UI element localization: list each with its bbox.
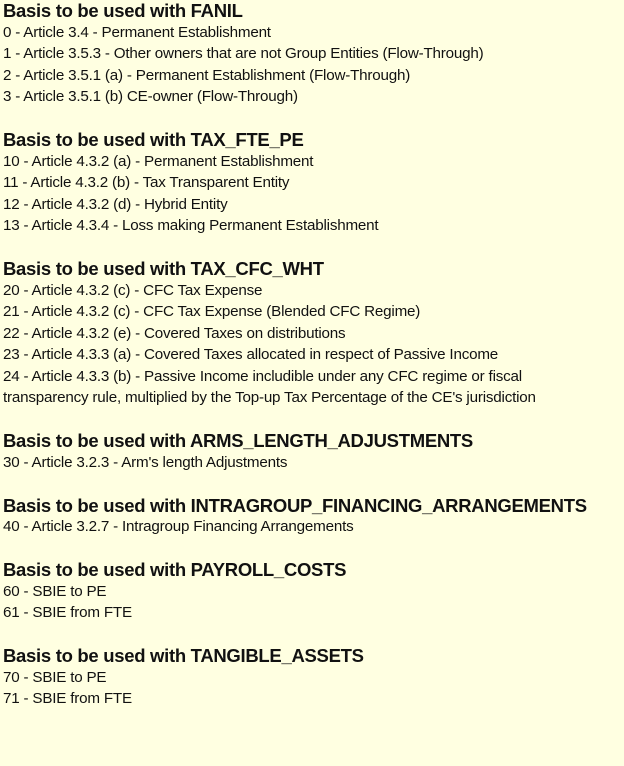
section-tangible-assets bbox=[3, 645, 624, 710]
section-heading: Basis to be used with FANIL bbox=[3, 0, 243, 21]
list-item: 71 - SBIE from FTE bbox=[3, 690, 132, 707]
section-tax-cfc-wht bbox=[3, 258, 624, 409]
section-heading: Basis to be used with TAX_FTE_PE bbox=[3, 129, 304, 150]
section-heading: Basis to be used with INTRAGROUP_FINANCING_ARRANGEMENTS bbox=[3, 494, 587, 516]
list-item: 13 - Article 4.3.4 - Loss making Permanent Establishment bbox=[3, 217, 379, 234]
section-intragroup-financing-arrangements bbox=[3, 495, 624, 538]
list-item: 0 - Article 3.4 - Permanent Establishment bbox=[3, 23, 271, 41]
list-item: 21 - Article 4.3.2 (c) - CFC Tax Expense (Blended CFC Regime) bbox=[3, 303, 421, 320]
list-item: 30 - Article 3.2.3 - Arm's length Adjustments bbox=[3, 453, 288, 471]
list-item: 20 - Article 4.3.2 (c) - CFC Tax Expense bbox=[3, 281, 263, 299]
list-item: 60 - SBIE to PE bbox=[3, 582, 107, 600]
section-arms-length-adjustments bbox=[3, 430, 624, 473]
section-heading: Basis to be used with TAX_CFC_WHT bbox=[3, 258, 324, 279]
list-item: 70 - SBIE to PE bbox=[3, 668, 107, 686]
list-item: 3 - Article 3.5.1 (b) CE-owner (Flow-Through) bbox=[3, 88, 298, 105]
section-fanil bbox=[3, 0, 624, 108]
section-payroll-costs bbox=[3, 559, 624, 624]
list-item: 23 - Article 4.3.3 (a) - Covered Taxes allocated in respect of Passive Income bbox=[3, 346, 499, 363]
list-item: 1 - Article 3.5.3 - Other owners that are not Group Entities (Flow-Through) bbox=[3, 45, 484, 62]
section-tax-fte-pe bbox=[3, 129, 624, 237]
list-item: 2 - Article 3.5.1 (a) - Permanent Establishment (Flow-Through) bbox=[3, 66, 411, 84]
list-item: 61 - SBIE from FTE bbox=[3, 604, 132, 621]
list-item: 10 - Article 4.3.2 (a) - Permanent Establishment bbox=[3, 152, 314, 170]
section-heading: Basis to be used with TANGIBLE_ASSETS bbox=[3, 645, 364, 666]
section-heading: Basis to be used with PAYROLL_COSTS bbox=[3, 559, 347, 580]
list-item: 12 - Article 4.3.2 (d) - Hybrid Entity bbox=[3, 195, 228, 213]
list-item: 24 - Article 4.3.3 (b) - Passive Income includible under any CFC regime or fiscal transparency rule, multiplied by the Top-up Tax Percentage of the CE's jurisdiction bbox=[3, 367, 536, 406]
list-item: 40 - Article 3.2.7 - Intragroup Financing Arrangements bbox=[3, 518, 354, 535]
list-item: 11 - Article 4.3.2 (b) - Tax Transparent Entity bbox=[3, 174, 290, 191]
list-item: 22 - Article 4.3.2 (e) - Covered Taxes on distributions bbox=[3, 324, 346, 342]
section-heading: Basis to be used with ARMS_LENGTH_ADJUSTMENTS bbox=[3, 430, 473, 451]
